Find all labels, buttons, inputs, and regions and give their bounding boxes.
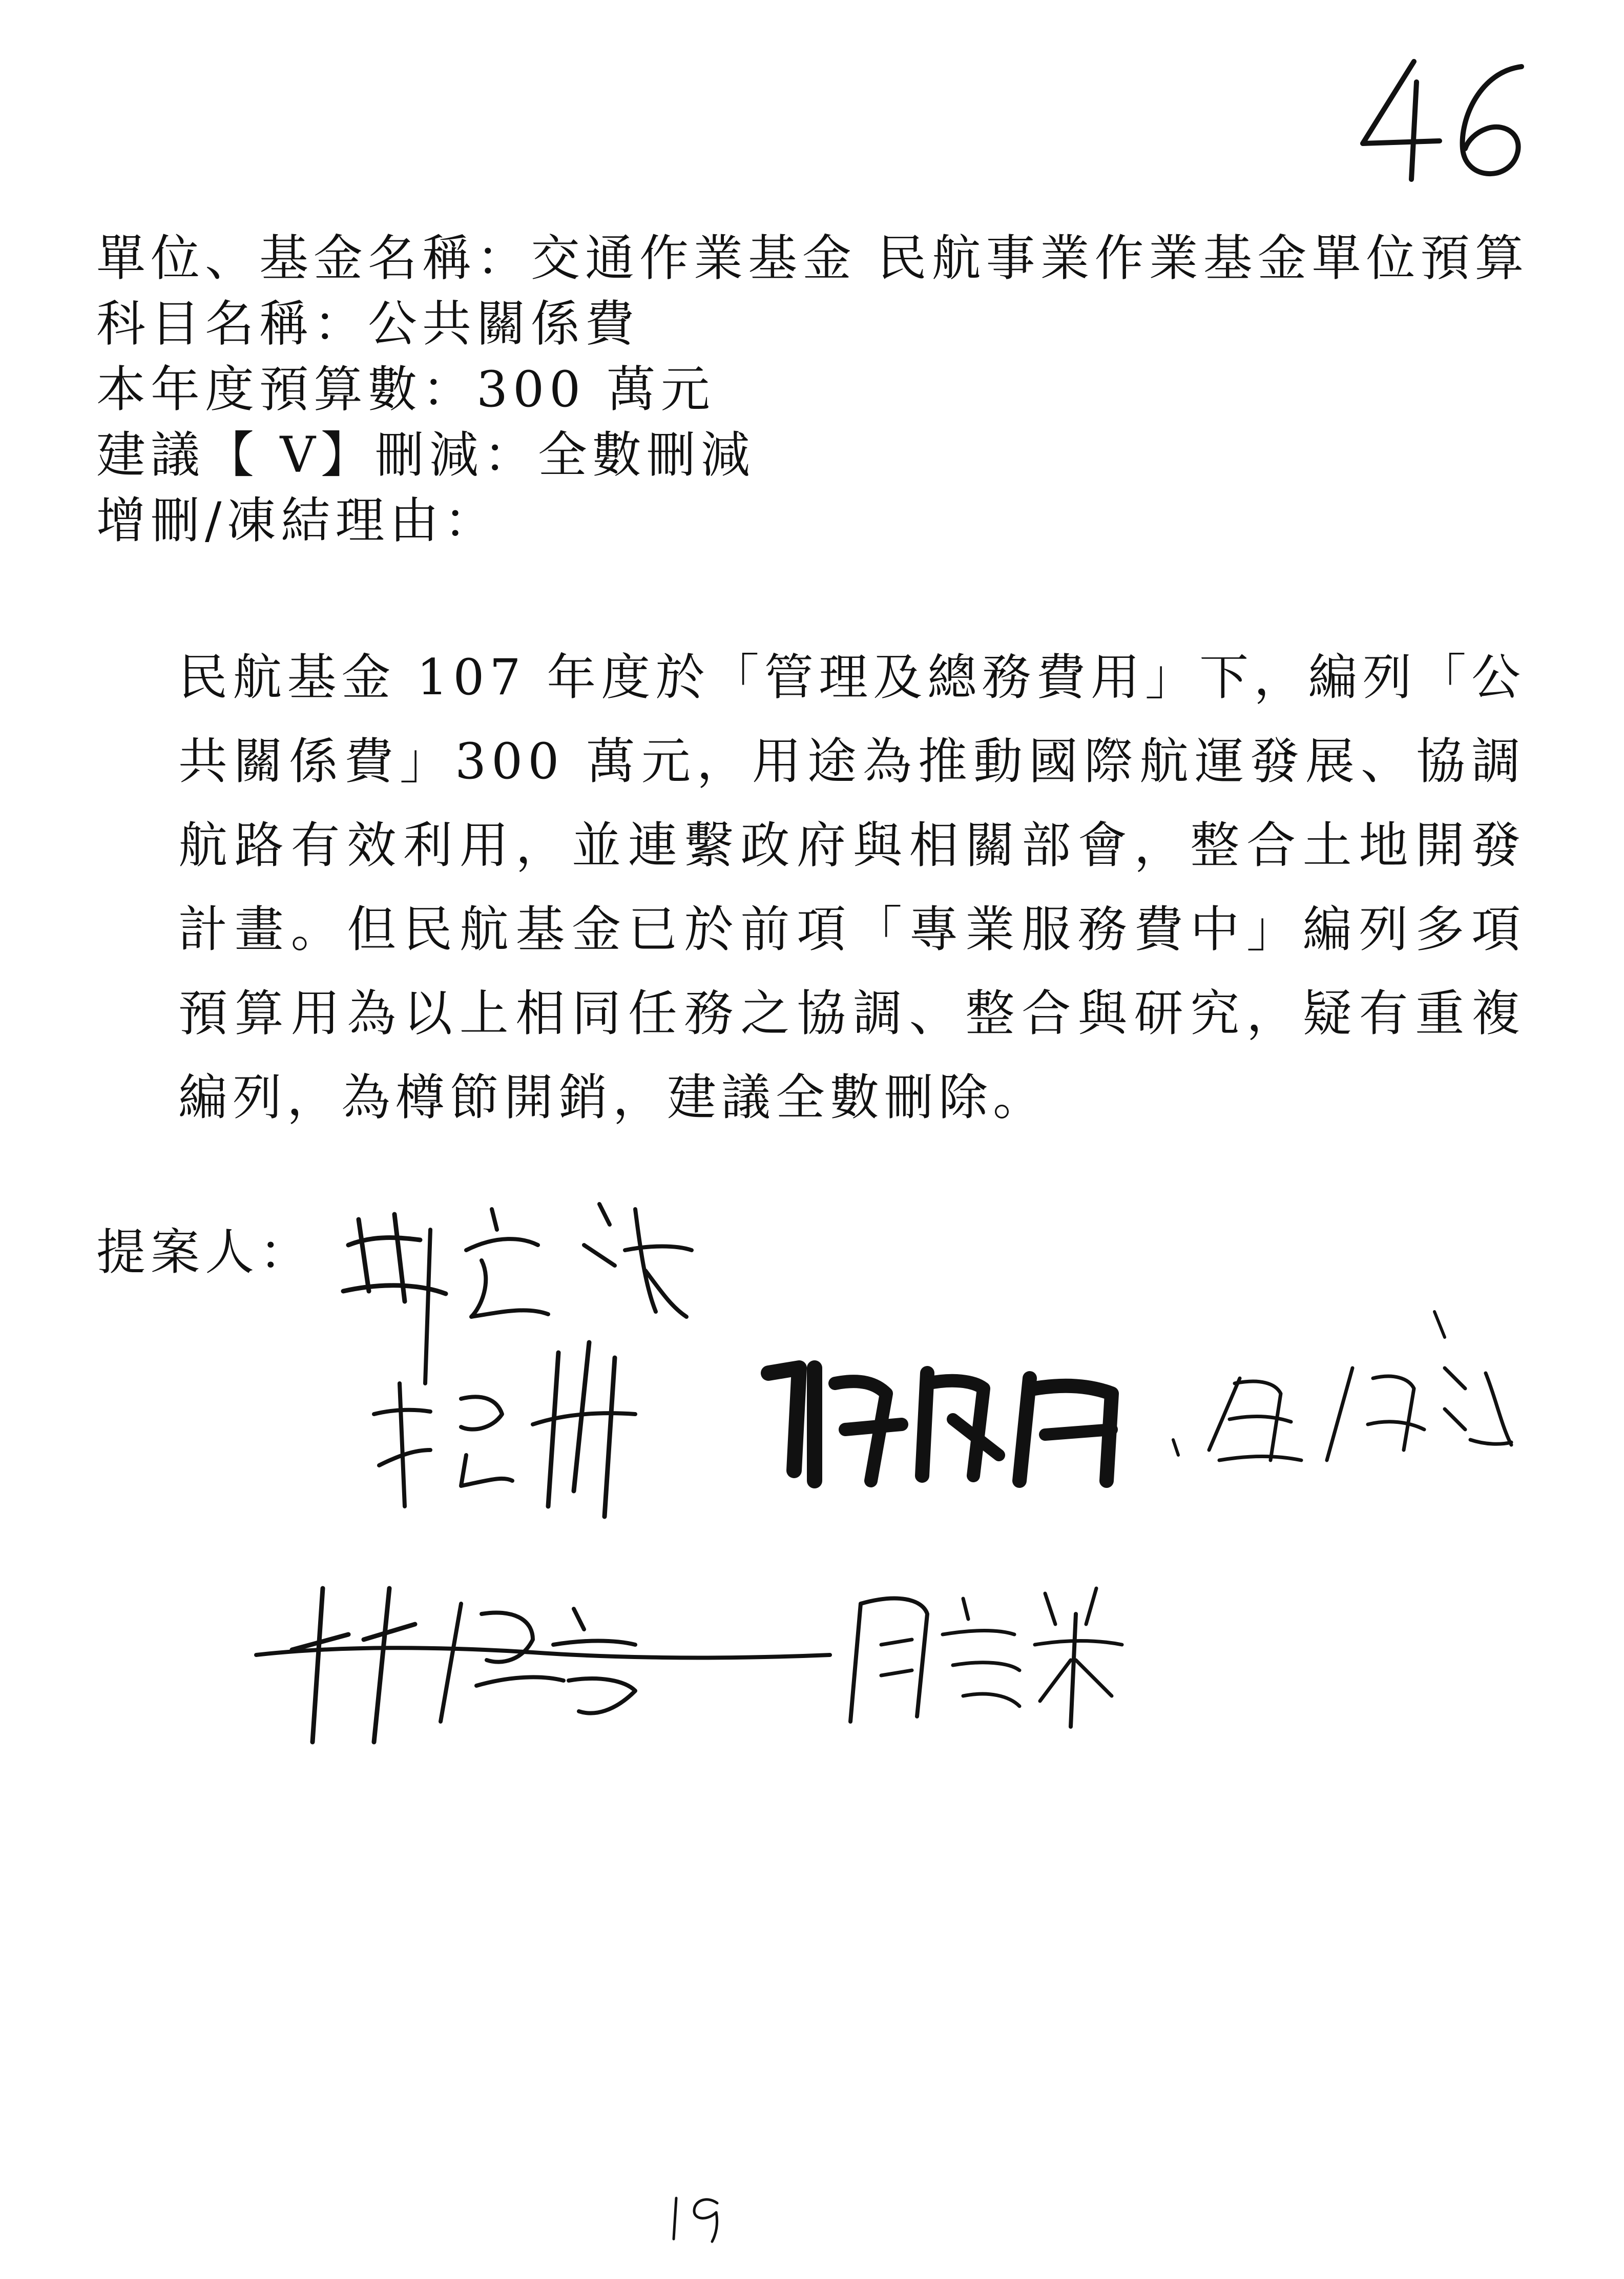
reason-paragraph-block bbox=[178, 635, 1526, 1140]
suggestion-line: 建議【 V】刪減：全數刪減 bbox=[96, 426, 755, 484]
proposer-label: 提案人： bbox=[96, 1224, 314, 1281]
reason-paragraph: 民航基金 107 年度於「管理及總務費用」下，編列「公共關係費」300 萬元，用途為推動國際航運發展、協調航路有效利用，並連繫政府與相關部會，整合土地開發計畫。但民航基金已於前項「專業服務費中」編列多項預算用為以上相同任務之協調、整合與研究，疑有重複編列，為樽節開銷，建議全數刪除。 bbox=[178, 649, 1526, 1126]
signature-3 bbox=[758, 1353, 1127, 1496]
signature-2 bbox=[359, 1322, 676, 1537]
signature-6 bbox=[840, 1568, 1127, 1732]
header-block bbox=[96, 225, 1531, 553]
reason-label: 增刪/凍結理由： bbox=[96, 492, 498, 549]
signature-5 bbox=[246, 1558, 861, 1752]
budget-amount-line: 本年度預算數：300 萬元 bbox=[96, 361, 715, 418]
unit-fund-name-line: 單位、基金名稱：交通作業基金 民航事業作業基金單位預算 bbox=[96, 230, 1529, 287]
subject-name-line: 科目名稱：公共關係費 bbox=[96, 295, 639, 353]
footer-handwritten-number bbox=[661, 2188, 733, 2244]
signature-4 bbox=[1158, 1307, 1516, 1481]
page-number-handwritten bbox=[1352, 51, 1547, 184]
